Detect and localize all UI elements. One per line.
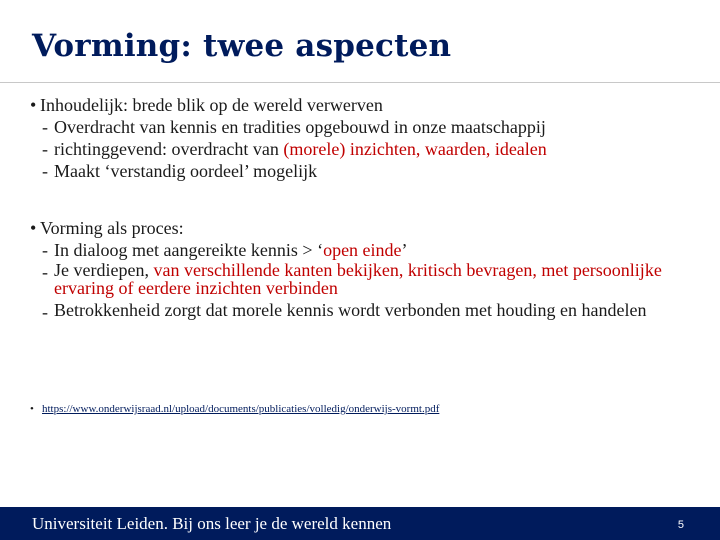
dash-marker: - <box>42 117 48 137</box>
sub-item-text-plain: Je verdiepen, <box>54 260 154 280</box>
bullet-inhoudelijk <box>30 94 700 116</box>
sub-item-text: Maakt ‘verstandig oordeel’ mogelijk <box>54 161 318 181</box>
sub-item-text: Overdracht van kennis en tradities opgebouwd in onze maatschappij <box>54 117 546 137</box>
dash-marker: - <box>42 161 48 181</box>
spacer <box>30 182 700 217</box>
sub-item <box>30 138 700 160</box>
slide-content <box>30 94 700 323</box>
footer-text: Universiteit Leiden. Bij ons leer je de wereld kennen <box>32 514 392 533</box>
bullet-dot: • <box>30 218 37 238</box>
highlighted-text: open einde <box>323 240 402 260</box>
reference-link-line <box>30 403 439 415</box>
sub-item <box>30 301 700 323</box>
sub-item-text <box>54 138 700 160</box>
footer-bar <box>0 507 720 540</box>
sub-item-text: Betrokkenheid zorgt dat morele kennis wordt verbonden met houding en handelen <box>54 300 647 320</box>
title-divider <box>0 82 720 83</box>
highlighted-text: van verschillende kanten bekijken, kritisch bevragen, met persoonlijke ervaring of eerdere inzichten verbinden <box>54 260 662 298</box>
reference-link[interactable]: https://www.onderwijsraad.nl/upload/documents/publicaties/volledig/onderwijs-vormt.pdf <box>42 403 440 415</box>
sub-item <box>30 116 700 138</box>
dash-marker: - <box>42 139 48 159</box>
bullet-dot: • <box>30 403 34 415</box>
bullet-text: Vorming als proces: <box>40 218 184 238</box>
sub-item <box>30 239 700 261</box>
sub-item-text-plain: richtinggevend: overdracht van <box>54 139 284 159</box>
bullet-text: Inhoudelijk: brede blik op de wereld verwerven <box>40 95 383 115</box>
page-number: 5 <box>677 519 684 531</box>
sub-item-text-plain: In dialoog met aangereikte kennis > ‘ <box>54 240 324 260</box>
sub-item <box>30 160 700 182</box>
bullet-dot: • <box>30 95 37 115</box>
dash-marker: - <box>42 240 48 260</box>
slide-title: Vorming: twee aspecten <box>32 28 452 64</box>
dash-marker: - <box>42 302 48 322</box>
sub-item <box>30 261 700 301</box>
bullet-vorming-proces <box>30 217 700 239</box>
dash-marker: - <box>42 262 48 282</box>
sub-item-text-plain: ’ <box>401 240 408 260</box>
highlighted-text: (morele) inzichten, waarden, idealen <box>283 139 547 159</box>
sub-item-text <box>54 261 700 301</box>
sub-item-text <box>54 239 700 261</box>
